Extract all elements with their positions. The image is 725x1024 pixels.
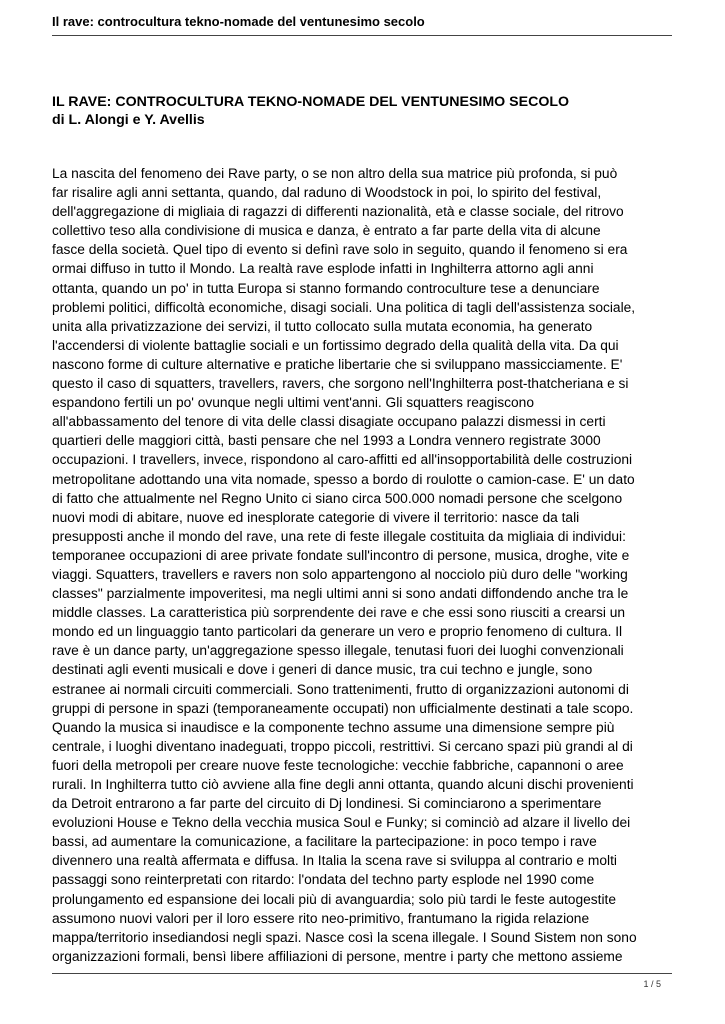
body-line: passaggi sono reinterpretati con ritardo: l'ondata del techno party esplode nel 1990 come — [52, 872, 595, 888]
body-line: estranee ai normali circuiti commerciali. Sono trattenimenti, frutto di organizzazioni autonomi di — [52, 681, 629, 697]
body-line: viaggi. Squatters, travellers e ravers non solo appartengono al nocciolo più duro delle "working — [52, 566, 628, 582]
running-header-title: Il rave: controcultura tekno-nomade del ventunesimo secolo — [52, 14, 425, 29]
body-line: mondo ed un linguaggio tanto particolari da generare un vero e proprio fenomeno di cultura. Il — [52, 624, 623, 640]
body-line: La nascita del fenomeno dei Rave party, o se non altro della sua matrice più profonda, si può — [52, 166, 618, 181]
body-line: classes" parzialmente impoveritesi, ma negli ultimi anni si sono andati diffondendo anche tra le — [52, 586, 629, 602]
body-line: ottanta, quando un po' in tutta Europa si stanno formando controculture tese a denunciare — [52, 280, 600, 296]
body-line: bassi, ad aumentare la comunicazione, a facilitare la partecipazione: in poco tempo i rave — [52, 834, 597, 850]
body-line: nascono forme di culture alternative e pratiche libertarie che si sviluppano massicciamente. E' — [52, 356, 623, 372]
body-line: mappa/territorio insediandosi negli spazi. Nasce così la scena illegale. I Sound Sistem non sono — [52, 929, 637, 945]
body-line: unita alla privatizzazione dei servizi, il tutto collocato sulla mutata economia, ha generato — [52, 318, 593, 334]
body-line: prolungamento ed espansione dei locali più di avanguardia; solo più tardi le feste autogestite — [52, 891, 617, 907]
body-line: destinati agli eventi musicali e dove i generi di dance music, tra cui techno e jungle, sono — [52, 662, 593, 678]
body-line: presupposti anche il mondo del rave, una rete di feste illegale costituita da migliaia di individui: — [52, 528, 626, 544]
article-title: IL RAVE: CONTROCULTURA TEKNO-NOMADE DEL VENTUNESIMO SECOLO — [52, 94, 570, 110]
body-line: di fatto che attualmente nel Regno Unito ci siano circa 500.000 nomadi persone che scelgono — [52, 490, 623, 506]
header-divider — [52, 35, 672, 36]
page-number: 1 / 5 — [643, 979, 661, 989]
body-line: collettivo teso alla condivisione di musica e danza, è entrato a far parte della vita di alcune — [52, 223, 601, 239]
body-line: rave è un dance party, un'aggregazione spesso illegale, tenutasi fuori dei luoghi convenzionali — [52, 643, 624, 659]
body-line: questo il caso di squatters, travellers, ravers, che sorgono nell'Inghilterra post-thatcheriana e si — [52, 376, 629, 392]
body-line: centrale, i luoghi diventano inadeguati, troppo piccoli, restrittivi. Si cercano spazi più grandi al di — [52, 738, 633, 754]
body-line: all'abbassamento del tenore di vita delle classi disagiate occupano palazzi dismessi in certi — [52, 414, 606, 430]
body-line: middle classes. La caratteristica più sorprendente dei rave e che essi sono riusciti a crearsi un — [52, 605, 626, 621]
body-line: evoluzioni House e Tekno della vecchia musica Soul e Funky; si cominciò ad alzare il livello dei — [52, 815, 631, 831]
body-line: divennero una realtà affermata e diffusa. In Italia la scena rave si sviluppa al contrario e molti — [52, 853, 617, 869]
article-authors: di L. Alongi e Y. Avellis — [52, 112, 205, 128]
body-line: ormai diffuso in tutto il Mondo. La realtà rave esplode infatti in Inghilterra attorno agli anni — [52, 261, 594, 277]
body-line: gruppi di persone in spazi (temporaneamente occupati) non ufficialmente destinati a tale scopo. — [52, 700, 634, 716]
body-line: metropolitane adottando una vita nomade, spesso a bordo di roulotte o camion-case. E' un dato — [52, 471, 635, 487]
body-line: problemi politici, difficoltà economiche, disagi sociali. Una politica di tagli dell'assistenza sociale, — [52, 299, 636, 315]
body-line: far risalire agli anni settanta, quando, dal raduno di Woodstock in poi, lo spirito del festival, — [52, 185, 602, 201]
article-body — [52, 164, 682, 966]
body-line: dell'aggregazione di migliaia di ragazzi di differenti nazionalità, età e classe sociale, del ritrovo — [52, 204, 624, 220]
body-line: da Detroit entrarono a far parte del circuito di Dj londinesi. Si cominciarono a sperimentare — [52, 796, 602, 812]
body-line: organizzazioni formali, bensì libere affiliazioni di persone, mentre i party che mettono assieme — [52, 948, 623, 964]
body-line: quartieri delle maggiori città, basti pensare che nel 1993 a Londra vennero registrate 3000 — [52, 433, 601, 449]
body-line: nuovi modi di abitare, nuove ed inesplorate categorie di vivere il territorio: nasce da tali — [52, 509, 580, 525]
body-line: espandono fertili un po' ovunque negli ultimi vent'anni. Gli squatters reagiscono — [52, 395, 534, 411]
body-line: rurali. In Inghilterra tutto ciò avviene alla fine degli anni ottanta, quando alcuni dischi provenienti — [52, 777, 634, 792]
body-line: Quando la musica si inaudisce e la componente techno assume una dimensione sempre più — [52, 719, 615, 735]
body-line: assumono nuovi valori per il loro essere rito neo-primitivo, frantumano la rigida relazione — [52, 910, 590, 926]
body-line: fasce della società. Quel tipo di evento si definì rave solo in seguito, quando il fenomeno si era — [52, 242, 628, 258]
footer-divider — [52, 973, 672, 974]
body-line: fuori della metropoli per creare nuove feste tecnologiche: vecchie fabbriche, capannoni o aree — [52, 757, 624, 773]
body-line: temporanee occupazioni di aree private fondate sull'incontro di persone, musica, droghe, vite e — [52, 547, 630, 563]
body-line: occupazioni. I travellers, invece, rispondono al caro-affitti ed all'insopportabilità delle costruzioni — [52, 452, 633, 468]
body-line: l'accendersi di violente battaglie sociali e un fortissimo degrado della qualità della vita. Da qui — [52, 337, 619, 353]
